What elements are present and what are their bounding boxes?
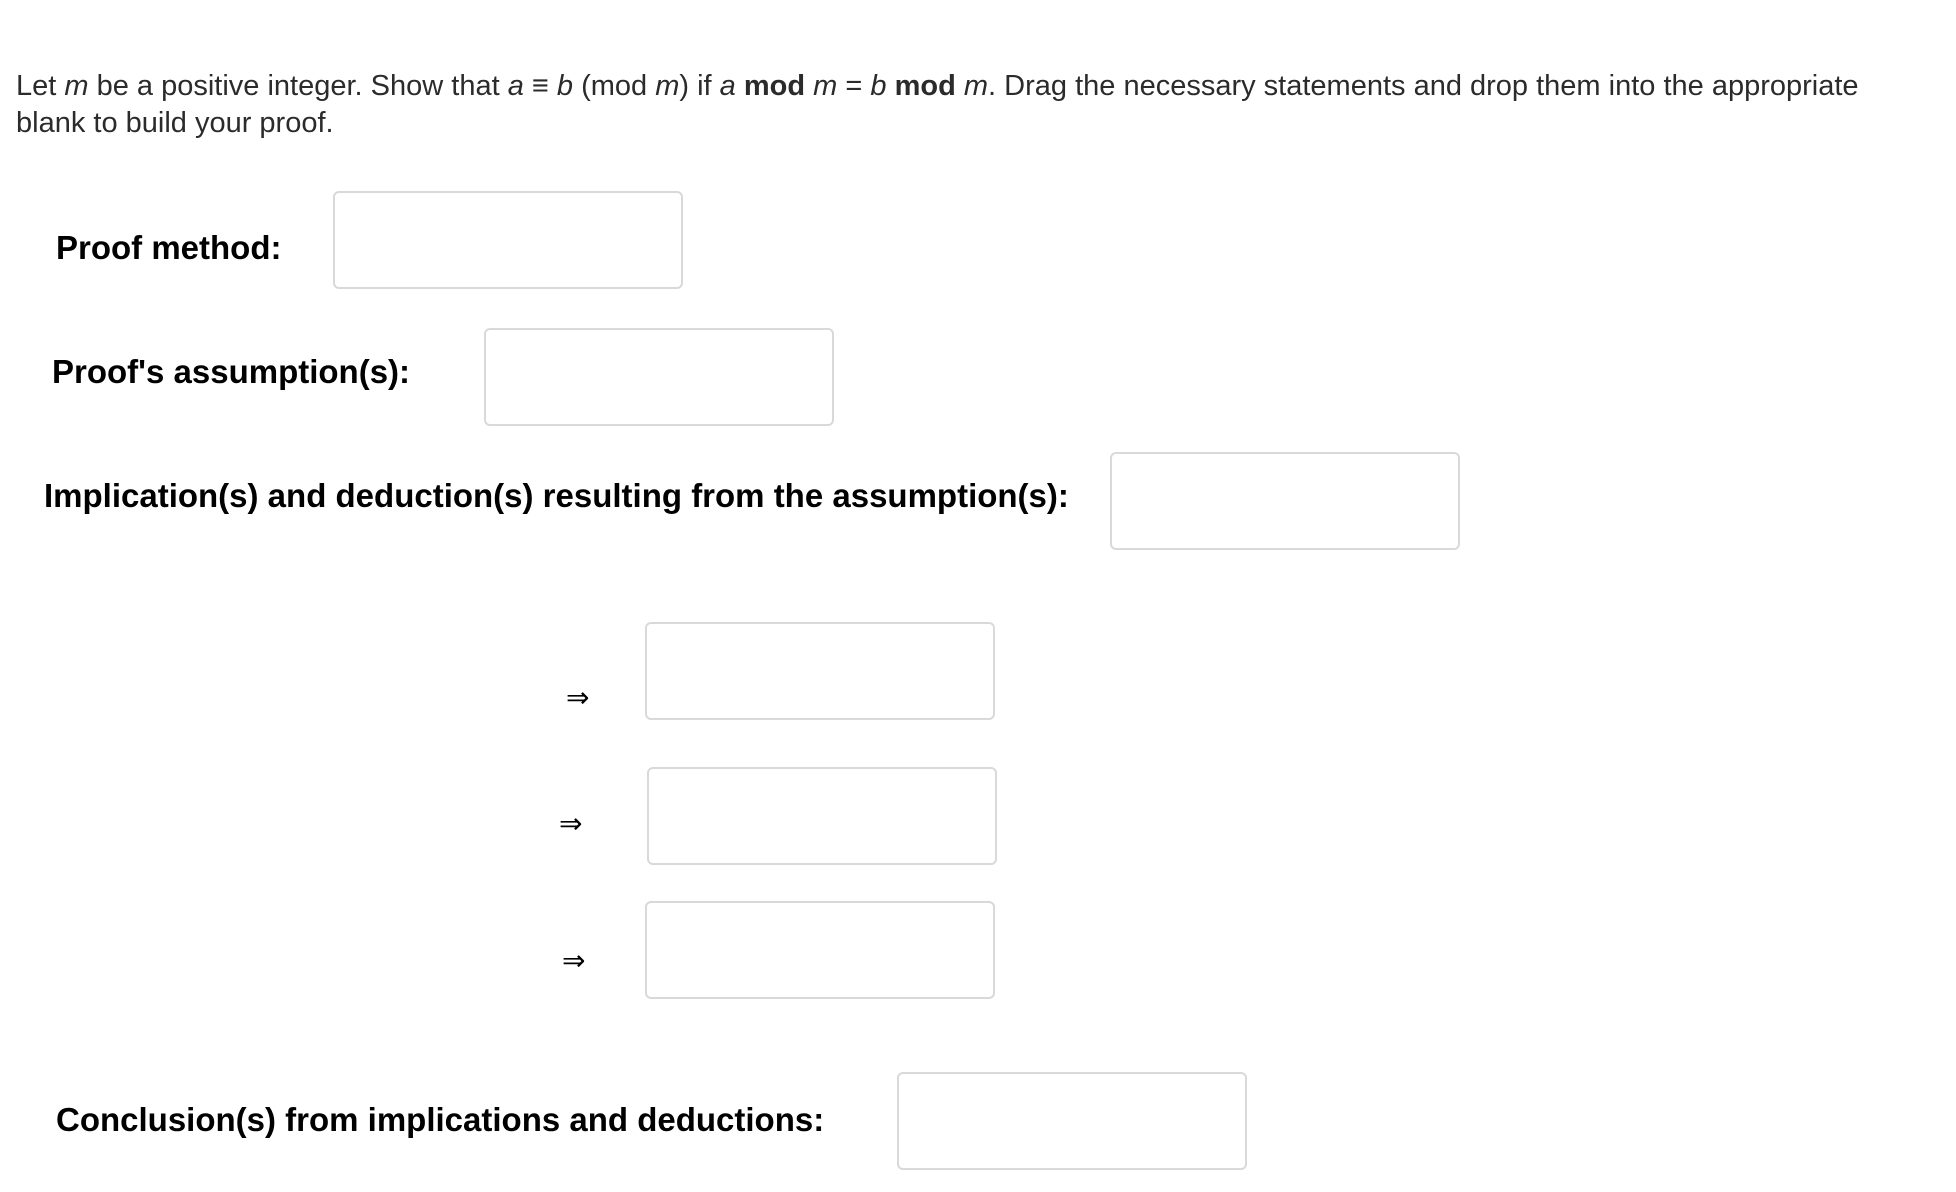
var-m: m (655, 70, 680, 102)
problem-statement (16, 68, 1916, 142)
var-m: m (963, 70, 989, 102)
implications-label: Implication(s) and deduction(s) resulting from the assumption(s): (44, 477, 1069, 514)
prompt-text: ) if (679, 70, 720, 102)
implies-arrow-icon: ⇒ (562, 944, 586, 977)
prompt-text: (mod (573, 70, 656, 102)
implies-arrow-icon: ⇒ (559, 807, 583, 840)
proof-method-dropzone[interactable] (333, 191, 683, 289)
proof-method-label: Proof method: (56, 229, 282, 266)
var-a: a (719, 70, 736, 102)
conclusion-dropzone[interactable] (897, 1072, 1247, 1170)
var-m: m (813, 70, 838, 102)
prompt-text: Let (16, 70, 65, 102)
deduction-dropzone-1[interactable] (645, 622, 995, 720)
deduction-dropzone-2[interactable] (647, 767, 997, 865)
space (887, 70, 895, 102)
deduction-dropzone-3[interactable] (645, 901, 995, 999)
prompt-text: be a positive integer. Show that (88, 70, 508, 102)
prompt-text: . Drag the necessary statements and drop them into the appropriate blank to build your proof. (16, 70, 1859, 139)
assumptions-label: Proof's assumption(s): (52, 353, 411, 390)
assumptions-dropzone[interactable] (484, 328, 834, 426)
space (805, 70, 813, 102)
var-a: a (507, 70, 524, 102)
var-b: b (870, 70, 887, 102)
var-m: m (64, 70, 89, 102)
mod-operator: mod (894, 70, 956, 102)
implications-dropzone[interactable] (1110, 452, 1460, 550)
equals-symbol: = (837, 70, 871, 102)
congruence-symbol: ≡ (523, 70, 557, 102)
conclusion-label: Conclusion(s) from implications and deductions: (56, 1101, 825, 1138)
space (956, 70, 964, 102)
mod-operator: mod (743, 70, 806, 102)
space (736, 70, 744, 102)
var-b: b (556, 70, 574, 102)
implies-arrow-icon: ⇒ (566, 681, 590, 714)
